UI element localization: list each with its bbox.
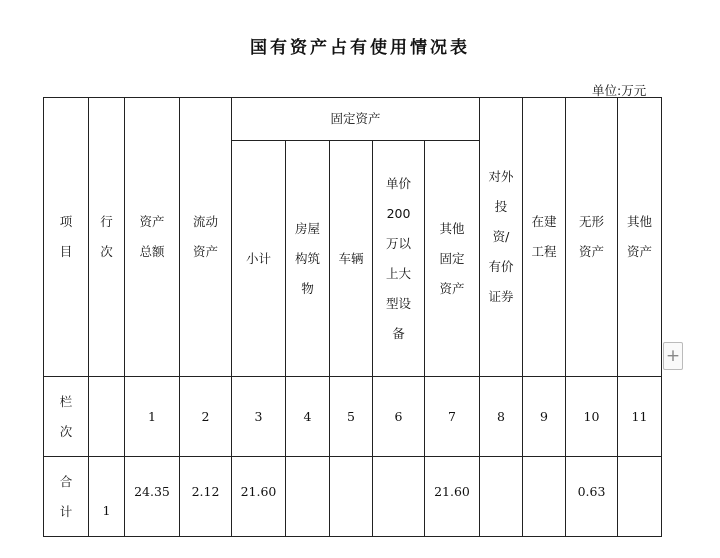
- asset-table: [43, 97, 662, 537]
- header-item: 项目: [44, 98, 89, 377]
- total-row-number: 1: [89, 457, 125, 537]
- column-number-cell: 8: [480, 377, 523, 457]
- header-total-assets: 资产总额: [125, 98, 180, 377]
- column-number-cell: 1: [125, 377, 180, 457]
- large-equipment-value: [373, 457, 425, 537]
- column-number-cell: 10: [566, 377, 618, 457]
- column-number-cell: 6: [373, 377, 425, 457]
- subtotal-value: 21.60: [232, 457, 286, 537]
- investments-value: [480, 457, 523, 537]
- column-number-cell: [89, 377, 125, 457]
- header-vehicles: 车辆: [330, 141, 373, 377]
- column-number-cell: 2: [180, 377, 232, 457]
- header-intangible: 无形资产: [566, 98, 618, 377]
- unit-label: 单位:万元: [592, 83, 647, 98]
- column-number-cell: 4: [286, 377, 330, 457]
- header-subtotal: 小计: [232, 141, 286, 377]
- header-investments: 对外投资/有价证券: [480, 98, 523, 377]
- total-row-label: 合计: [44, 457, 89, 537]
- total-assets-value: 24.35: [125, 457, 180, 537]
- column-number-label: 栏次: [44, 377, 89, 457]
- other-fixed-value: 21.60: [425, 457, 480, 537]
- intangible-value: 0.63: [566, 457, 618, 537]
- header-other-assets: 其他资产: [618, 98, 662, 377]
- current-assets-value: 2.12: [180, 457, 232, 537]
- column-number-cell: 7: [425, 377, 480, 457]
- other-assets-value: [618, 457, 662, 537]
- header-large-equipment: 单价200万以上大型设备: [373, 141, 425, 377]
- buildings-value: [286, 457, 330, 537]
- header-construction: 在建工程: [523, 98, 566, 377]
- expand-button[interactable]: +: [663, 342, 683, 370]
- header-row-no: 行次: [89, 98, 125, 377]
- page-title: 国有资产占有使用情况表: [250, 38, 470, 58]
- header-other-fixed: 其他固定资产: [425, 141, 480, 377]
- vehicles-value: [330, 457, 373, 537]
- construction-value: [523, 457, 566, 537]
- header-fixed-assets: 固定资产: [232, 98, 480, 141]
- header-current-assets: 流动资产: [180, 98, 232, 377]
- column-number-cell: 11: [618, 377, 662, 457]
- column-number-cell: 9: [523, 377, 566, 457]
- column-number-cell: 3: [232, 377, 286, 457]
- header-buildings: 房屋构筑物: [286, 141, 330, 377]
- column-number-cell: 5: [330, 377, 373, 457]
